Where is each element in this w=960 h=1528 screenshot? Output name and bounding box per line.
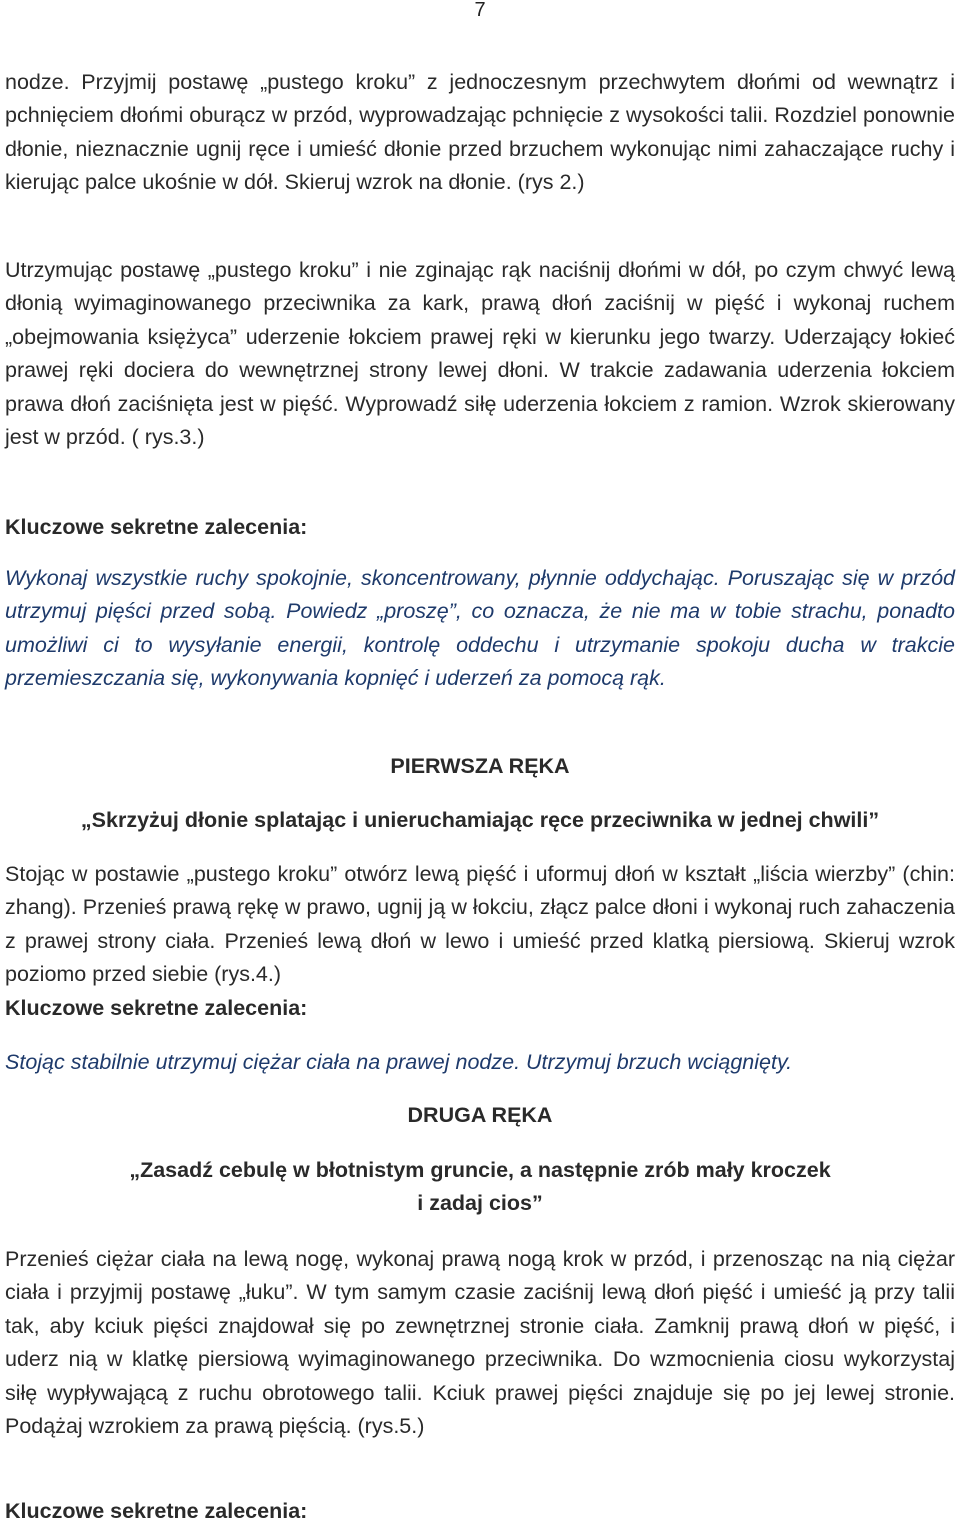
section-subtitle-line: „Zasadź cebulę w błotnistym gruncie, a następnie zrób mały kroczek	[129, 1158, 831, 1182]
section-subtitle-line: i zadaj cios”	[417, 1191, 543, 1216]
paragraph-body: Przenieś ciężar ciała na lewą nogę, wykonaj prawą nogą krok w przód, i przenosząc na nią ciężar ciała i przyjmij postawę „łuku”. W tym samym czasie zaciśnij lewą dłoń pięść i umieść ją przy talii tak, aby kciuk pięści znajdował się po zewnętrznej stronie ciała. Zamknij prawą dłoń w pięść, i uderz nią w klatkę piersiową wyimaginowanego przeciwnika. Do wzmocnienia ciosu wykorzystaj siłę wypływającą z ruchu obrotowego talii. Kciuk prawej pięści znajduje się po jej lewej stronie. Podążaj wzrokiem za prawą pięścią. (rys.5.)	[5, 1247, 955, 1439]
paragraph-body: Utrzymując postawę „pustego kroku” i nie zginając rąk naciśnij dłońmi w dół, po czym chwyć lewą dłonią wyimaginowanego przeciwnika za kark, prawą dłoń zaciśnij w pięść i wykonaj ruchem „obejmowania księżyca” uderzenie łokciem prawej ręki w kierunku jego twarzy. Uderzający łokieć prawej ręki dociera do wewnętrznej strony lewej dłoni. W trakcie zadawania uderzenia łokciem prawa dłoń zaciśnięta jest w pięść. Wyprowadź siłę uderzenia łokciem z ramion. Wzrok skierowany jest w przód. ( rys.3.)	[5, 258, 955, 450]
section-subtitle	[5, 1154, 955, 1221]
paragraph-body: Stojąc w postawie „pustego kroku” otwórz lewą pięść i uformuj dłoń w kształt „liścia wierzby” (chin: zhang). Przenieś prawą rękę w prawo, ugnij ją w łokciu, złącz palce dłoni i wykonaj ruch zahaczenia z prawej strony ciała. Przenieś lewą dłoń w lewo i umieść przed klatką piersiową. Skieruj wzrok poziomo przed siebie (rys.4.)	[5, 862, 955, 987]
section-subtitle: „Skrzyżuj dłonie splatając i unieruchamiając ręce przeciwnika w jednej chwili”	[80, 808, 880, 832]
section-title: DRUGA RĘKA	[407, 1103, 553, 1127]
key-recommendations-heading: Kluczowe sekretne zalecenia:	[5, 996, 308, 1020]
key-recommendations-heading: Kluczowe sekretne zalecenia:	[5, 515, 308, 539]
key-recommendations-heading: Kluczowe sekretne zalecenia:	[5, 1499, 308, 1523]
key-recommendations-text: Wykonaj wszystkie ruchy spokojnie, skoncentrowany, płynnie oddychając. Poruszając się w przód utrzymuj pięści przed sobą. Powiedz „proszę”, co oznacza, że nie ma w tobie strachu, ponadto umożliwi ci to wysyłanie energii, kontrolę oddechu i utrzymanie spokoju ducha w trakcie przemieszczania się, wykonywania kopnięć i uderzeń za pomocą rąk.	[5, 566, 955, 691]
key-recommendations-text: Stojąc stabilnie utrzymuj ciężar ciała na prawej nodze. Utrzymuj brzuch wciągnięty.	[5, 1050, 793, 1074]
section-title: PIERWSZA RĘKA	[390, 754, 570, 778]
page-number: 7	[474, 0, 486, 21]
paragraph-continuation: nodze. Przyjmij postawę „pustego kroku” z jednoczesnym przechwytem dłońmi od wewnątrz i pchnięciem dłońmi oburącz w przód, wyprowadzając pchnięcie z wysokości talii. Rozdziel ponownie dłonie, nieznacznie ugnij ręce i umieść dłonie przed brzuchem wykonując nimi zahaczające ruchy i kierując palce ukośnie w dół. Skieruj wzrok na dłonie. (rys 2.)	[5, 70, 955, 195]
